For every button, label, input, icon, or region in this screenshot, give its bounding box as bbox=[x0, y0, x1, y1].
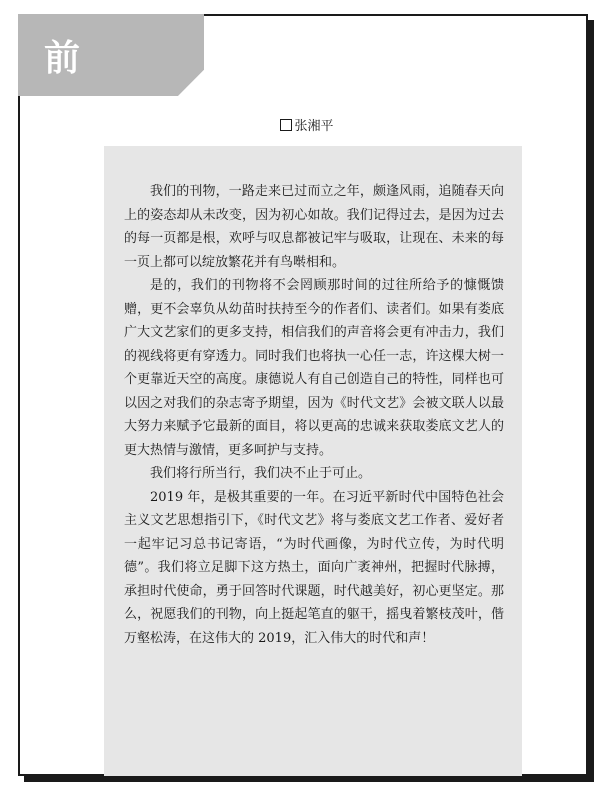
author-byline bbox=[0, 115, 614, 134]
frame-shadow-right bbox=[588, 20, 594, 782]
article-body bbox=[124, 180, 504, 650]
paragraph: 是的，我们的刊物将不会罔顾那时间的过往所给予的慷慨馈赠，更不会辜负从幼苗时扶持至今的作者们、读者们。如果有娄底广大文艺家们的更多支持，相信我们的声音将会更有冲击力，我们的视线将更有穿透力。同时我们也将执一心任一志，许这棵大树一个更靠近天空的高度。康德说人有自己创造自己的特性，同样也可以因之对我们的杂志寄予期望，因为《时代文艺》会被文联人以最大努力来赋予它最新的面目，将以更高的忠诚来获取娄底文艺人的更大热情与激情，更多呵护与支持。 bbox=[124, 278, 504, 458]
paragraph: 我们将行所当行，我们决不止于可止。 bbox=[150, 466, 372, 481]
checkbox-square-icon bbox=[280, 119, 292, 131]
author-name: 张湘平 bbox=[294, 119, 334, 134]
paragraph: 我们的刊物，一路走来已过而立之年，颇逢风雨，追随春天向上的姿态却从未改变，因为初心如故。我们记得过去，是因为过去的每一页都是根，欢呼与叹息都被记牢与吸取，让现在、未来的每一页上都可以绽放繁花并有鸟啭相和。 bbox=[124, 184, 504, 270]
paragraph: 2019 年，是极其重要的一年。在习近平新时代中国特色社会主义文艺思想指引下，《时代文艺》将与娄底文艺工作者、爱好者一起牢记习总书记寄语，“为时代画像，为时代立传，为时代明德”。我们将立足脚下这方热土，面向广袤神州，把握时代脉搏，承担时代使命，勇于回答时代课题，时代越美好，初心更坚定。那么，祝愿我们的刊物，向上挺起笔直的躯干，摇曳着繁枝茂叶，偕万壑松涛，在这伟大的 2019，汇入伟大的时代和声！ bbox=[124, 489, 504, 646]
frame-shadow-bottom bbox=[24, 776, 594, 782]
page-title: 前 言 bbox=[44, 38, 315, 79]
